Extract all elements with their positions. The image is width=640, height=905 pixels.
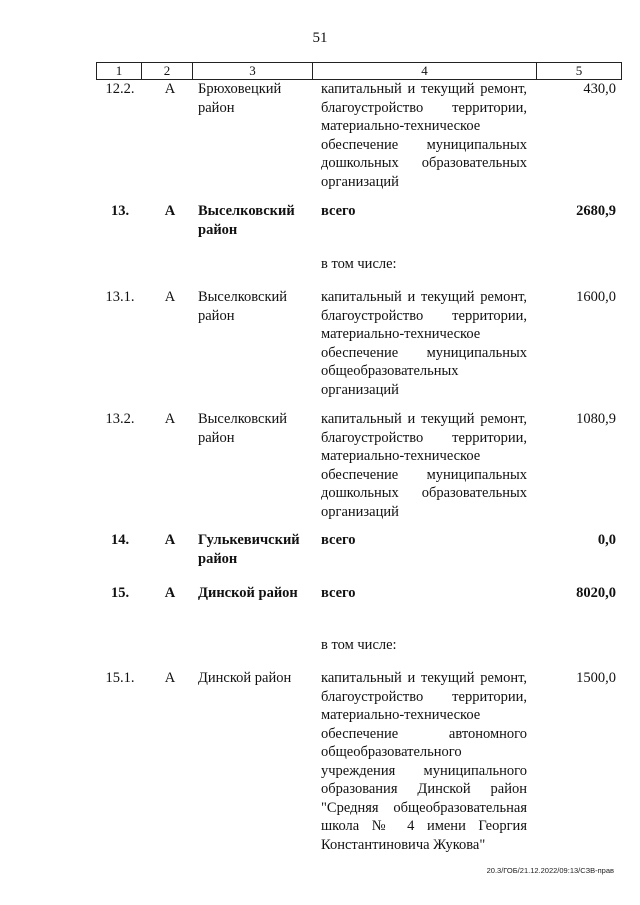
row-number: 12.2.	[105, 81, 135, 97]
row-amount: 8020,0	[576, 585, 616, 601]
row-amount: 1080,9	[576, 411, 616, 427]
column-header-4: 4	[313, 63, 537, 79]
row-number: 13.	[110, 203, 130, 219]
column-header-1: 1	[97, 63, 142, 79]
row-amount: 1500,0	[576, 670, 616, 686]
row-letter: А	[164, 289, 176, 305]
column-header-5: 5	[575, 63, 583, 78]
row-letter: А	[164, 670, 176, 686]
row-district: Брюховецкий район	[198, 81, 282, 116]
row-amount: 0,0	[597, 532, 616, 548]
row-description: всего	[321, 203, 356, 219]
row-amount: 430,0	[583, 81, 616, 97]
row-description: в том числе:	[321, 256, 397, 272]
row-letter: А	[164, 411, 176, 427]
row-district: Выселковский район	[198, 203, 295, 238]
row-number: 15.	[110, 585, 130, 601]
column-header-row	[96, 62, 622, 80]
row-amount: 1600,0	[576, 289, 616, 305]
row-district: Гулькевичский район	[198, 532, 300, 567]
row-number: 15.1.	[105, 670, 135, 686]
row-letter: А	[164, 585, 176, 601]
row-description: в том числе:	[321, 637, 397, 653]
row-description: капитальный и текущий ремонт, благоустройство территории, материально-техническое обеспечение муниципальных общеобразовательных организаций	[321, 289, 527, 398]
column-header-3: 3	[193, 63, 313, 79]
row-letter: А	[164, 81, 176, 97]
row-description: капитальный и текущий ремонт, благоустройство территории, материально-техническое обеспечение автономного общеобразовательного учреждения муниципального образования Динской район "Средняя общеобразовательная школа № 4 имени Георгия Константиновича Жукова"	[321, 670, 527, 853]
row-letter: А	[164, 203, 176, 219]
page-number: 51	[312, 30, 328, 46]
row-letter: А	[164, 532, 176, 548]
row-number: 13.1.	[105, 289, 135, 305]
row-district: Выселковский район	[198, 289, 288, 324]
row-district: Динской район	[198, 585, 298, 601]
row-number: 14.	[110, 532, 130, 548]
row-district: Динской район	[198, 670, 292, 686]
row-description: капитальный и текущий ремонт, благоустройство территории, материально-техническое обеспечение муниципальных дошкольных образовательных организаций	[321, 81, 527, 190]
column-header-2: 2	[142, 63, 193, 79]
row-description: капитальный и текущий ремонт, благоустройство территории, материально-техническое обеспечение муниципальных дошкольных образовательных организаций	[321, 411, 527, 520]
row-district: Выселковский район	[198, 411, 288, 446]
row-description: всего	[321, 585, 356, 601]
footer-code: 20.3/ГОБ/21.12.2022/09:13/СЗВ-прав	[486, 866, 614, 875]
row-amount: 2680,9	[576, 203, 616, 219]
row-number: 13.2.	[105, 411, 135, 427]
row-description: всего	[321, 532, 356, 548]
